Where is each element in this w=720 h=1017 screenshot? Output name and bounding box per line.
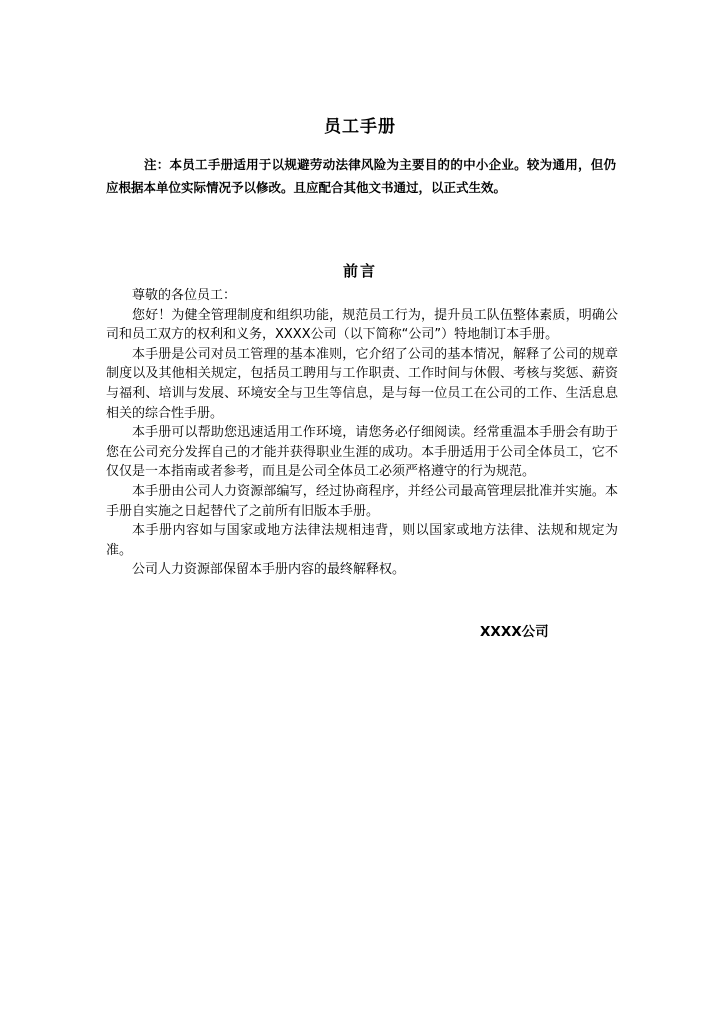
preface-paragraph: 本手册可以帮助您迅速适用工作环境，请您务必仔细阅读。经常重温本手册会有助于您在公司充分发挥自己的才能并获得职业生涯的成功。本手册适用于公司全体员工，它不仅仅是一本指南或者参考，而且是公司全体员工必须严格遵守的行为规范。 bbox=[106, 425, 618, 480]
preface-paragraph: 公司人力资源部保留本手册内容的最终解释权。 bbox=[132, 562, 406, 578]
document-title: 员工手册 bbox=[324, 117, 396, 137]
preface-paragraph: 您好！为健全管理制度和组织功能，规范员工行为，提升员工队伍整体素质，明确公司和员工双方的权利和义务，XXXX公司（以下简称“公司”）特地制订本手册。 bbox=[106, 307, 618, 343]
preface-heading: 前言 bbox=[342, 262, 377, 280]
preface-body bbox=[106, 286, 618, 580]
usage-note: 注：本员工手册适用于以规避劳动法律风险为主要目的的中小企业。较为通用，但仍应根据本单位实际情况予以修改。且应配合其他文书通过，以正式生效。 bbox=[106, 157, 616, 195]
company-signature: XXXX公司 bbox=[480, 624, 549, 640]
preface-paragraph: 本手册是公司对员工管理的基本准则，它介绍了公司的基本情况，解释了公司的规章制度以及其他相关规定，包括员工聘用与工作职责、工作时间与休假、考核与奖惩、薪资与福利、培训与发展、环境安全与卫生等信息，是与每一位员工在公司的工作、生活息息相关的综合性手册。 bbox=[106, 346, 618, 421]
preface-salutation: 尊敬的各位员工： bbox=[132, 288, 237, 303]
preface-paragraph: 本手册由公司人力资源部编写，经过协商程序，并经公司最高管理层批准并实施。本手册自实施之日起替代了之前所有旧版本手册。 bbox=[106, 483, 618, 519]
preface-paragraph: 本手册内容如与国家或地方法律法规相违背，则以国家或地方法律、法规和规定为准。 bbox=[106, 523, 618, 558]
